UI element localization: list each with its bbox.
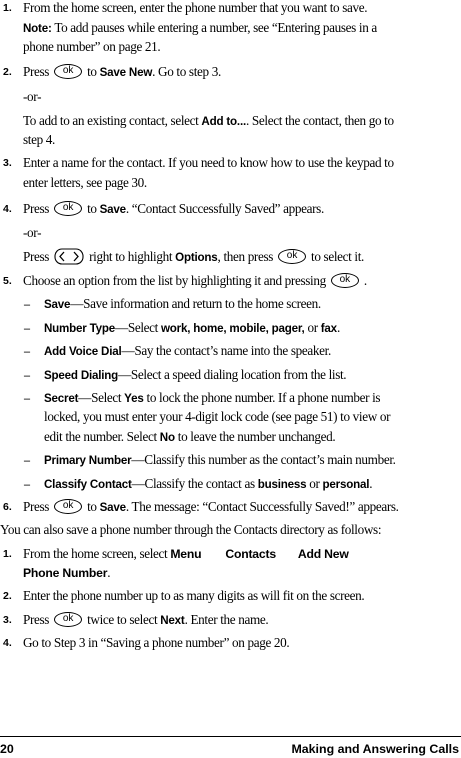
add-to-label: Add to... <box>201 115 246 128</box>
step-number: 2. <box>3 590 12 602</box>
list-dash: – <box>24 368 30 382</box>
step-text: enter letters, see page 30. <box>23 175 147 190</box>
list-dash: – <box>24 297 30 311</box>
page-number: 20 <box>0 742 14 756</box>
option-number-type: Number Type—Select work, home, mobile, pager, or fax. <box>44 320 340 335</box>
step-text: To add to an existing contact, select Add to.... Select the contact, then go to <box>23 113 394 128</box>
step-number: 4. <box>3 637 12 649</box>
list-dash: – <box>24 344 30 358</box>
note-label: Note: <box>23 22 52 35</box>
step-number: 4. <box>3 203 12 215</box>
list-dash: – <box>24 321 30 335</box>
step-text: Press ok to Save. “Contact Successfully Saved” appears. <box>23 201 324 216</box>
option-classify-contact: Classify Contact—Classify the contact as business or personal. <box>44 476 373 491</box>
save-new-label: Save New <box>99 66 153 79</box>
step-text: Phone Number. <box>23 565 111 580</box>
note-continued: phone number” on page 21. <box>23 39 161 54</box>
ok-key-icon: ok <box>54 612 82 627</box>
add-new-label: Add New <box>297 547 349 561</box>
step-text: Press ok to Save New. Go to step 3. <box>23 64 221 79</box>
step-number: 3. <box>3 157 12 169</box>
step-text: Enter the phone number up to as many digits as will fit on the screen. <box>23 588 365 603</box>
footer-rule <box>0 736 461 737</box>
ok-key-icon: ok <box>278 249 306 264</box>
list-dash: – <box>24 477 30 491</box>
list-dash: – <box>24 391 30 405</box>
step-text: Choose an option from the list by highlighting it and pressing ok . <box>23 273 367 288</box>
or-separator: -or- <box>23 89 42 104</box>
option-add-voice-dial: Add Voice Dial—Say the contact’s name into the speaker. <box>44 343 331 358</box>
ok-key-icon: ok <box>331 273 359 288</box>
option-secret-continued: locked, you must enter your 4-digit lock code (see page 51) to view or <box>44 409 391 424</box>
option-save: Save—Save information and return to the home screen. <box>44 296 321 311</box>
step-text: From the home screen, select Menu Contacts Add New <box>23 546 349 561</box>
options-label: Options <box>175 251 218 264</box>
note: Note: To add pauses while entering a number, see “Entering pauses in a <box>23 20 377 35</box>
step-number: 6. <box>3 501 12 513</box>
next-label: Next <box>160 614 185 627</box>
contacts-label: Contacts <box>225 547 276 561</box>
menu-label: Menu <box>170 547 202 561</box>
step-text: Press ok to Save. The message: “Contact Successfully Saved!” appears. <box>23 499 399 514</box>
ok-key-icon: ok <box>54 201 82 216</box>
or-separator: -or- <box>23 225 42 240</box>
step-number: 5. <box>3 275 12 287</box>
section-title: Making and Answering Calls <box>291 742 459 756</box>
option-speed-dialing: Speed Dialing—Select a speed dialing location from the list. <box>44 367 347 382</box>
ok-key-icon: ok <box>54 499 82 514</box>
option-primary-number: Primary Number—Classify this number as the contact’s main number. <box>44 452 396 467</box>
step-text: Press right to highlight Options, then press ok to select it. <box>23 249 364 264</box>
step-text: Press ok twice to select Next. Enter the name. <box>23 612 269 627</box>
ok-key-icon: ok <box>54 64 82 79</box>
option-secret: Secret—Select Yes to lock the phone number. If a phone number is <box>44 390 381 405</box>
step-number: 3. <box>3 614 12 626</box>
step-text: step 4. <box>23 132 55 147</box>
step-text: Enter a name for the contact. If you need to know how to use the keypad to <box>23 155 394 170</box>
save-label: Save <box>99 203 126 216</box>
step-text: From the home screen, enter the phone number that you want to save. <box>23 0 368 15</box>
nav-key-icon <box>54 248 84 265</box>
step-number: 2. <box>3 66 12 78</box>
list-dash: – <box>24 453 30 467</box>
phone-number-label: Phone Number <box>23 566 108 580</box>
step-text: Go to Step 3 in “Saving a phone number” on page 20. <box>23 635 290 650</box>
step-number: 1. <box>3 2 12 14</box>
step-number: 1. <box>3 548 12 560</box>
save-label: Save <box>99 501 126 514</box>
option-secret-continued: edit the number. Select No to leave the number unchanged. <box>44 429 336 444</box>
section-intro: You can also save a phone number through the Contacts directory as follows: <box>0 522 382 537</box>
